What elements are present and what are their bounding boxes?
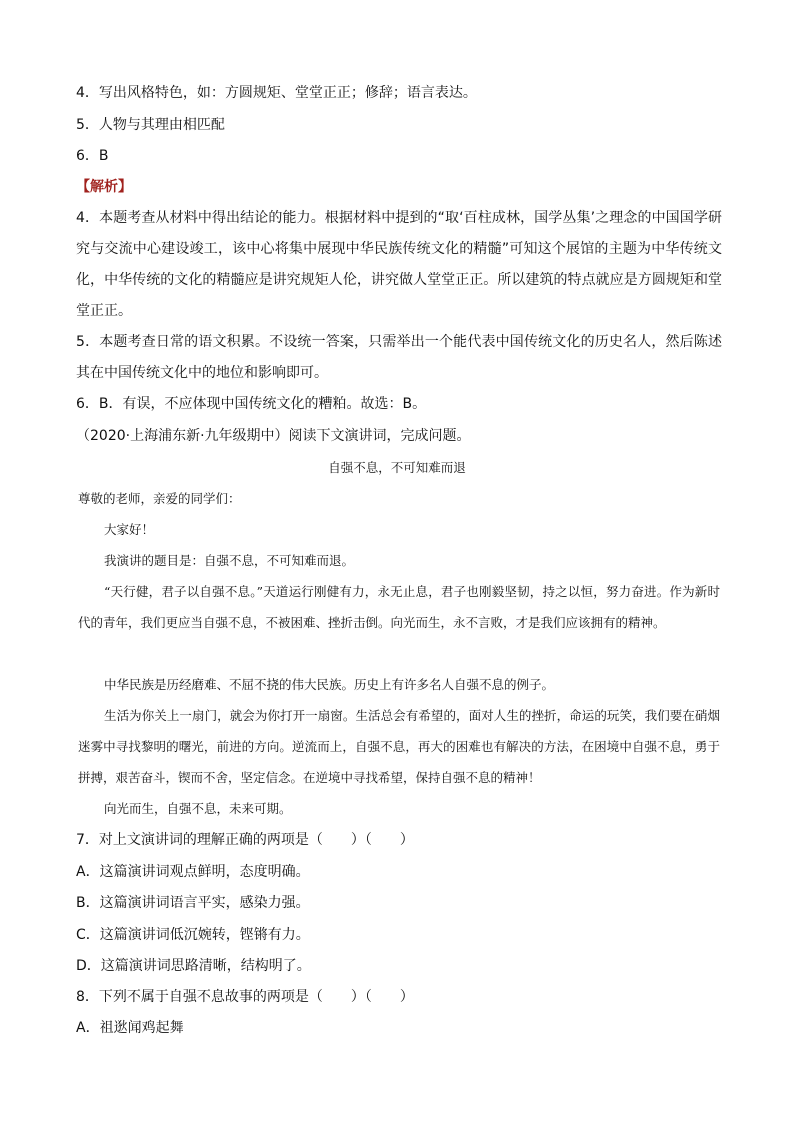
question-8: 8．下列不属于自强不息故事的两项是（ ）（ ） xyxy=(76,989,414,1005)
answer-6: 6．B xyxy=(76,148,109,164)
speech-para-1: 大家好！ xyxy=(104,522,155,537)
speech-para-2: 我演讲的题目是：自强不息，不可知难而退。 xyxy=(104,553,355,568)
analysis-5: 5．本题考查日常的语文积累。不设统一答案，只需举出一个能代表中国传统文化的历史名人，然后陈述其在中国传统文化中的地位和影响即可。 xyxy=(76,334,722,381)
source-intro: （2020·上海浦东新·九年级期中）阅读下文演讲词，完成问题。 xyxy=(76,428,471,444)
analysis-4: 4．本题考查从材料中得出结论的能力。根据材料中提到的“取‘百柱成林，国学丛集’之理念的中国国学研究与交流中心建设竣工，该中心将集中展现中华民族传统文化的精髓”可知这个展馆的主题为中华传统文化，中华传统的文化的精髓应是讲究规矩人伦，讲究做人堂堂正正。所以建筑的特点就应是方圆规矩和堂堂正正。 xyxy=(76,210,722,319)
analysis-6: 6．B．有误，不应体现中国传统文化的糟粕。故选：B。 xyxy=(76,396,427,412)
question-7: 7．对上文演讲词的理解正确的两项是（ ）（ ） xyxy=(76,832,414,848)
analysis-heading: 【解析】 xyxy=(76,179,132,195)
speech-para-4: 中华民族是历经磨难、不屈不挠的伟大民族。历史上有许多名人自强不息的例子。 xyxy=(104,677,555,692)
speech-para-5: 生活为你关上一扇门，就会为你打开一扇窗。生活总会有希望的，面对人生的挫折，命运的玩笑，我们要在硝烟迷雾中寻找黎明的曙光，前进的方向。逆流而上，自强不息，再大的困难也有解决的方法，在困境中自强不息，勇于拼搏，艰苦奋斗，锲而不舍，坚定信念。在逆境中寻找希望，保持自强不息的精神！ xyxy=(78,708,720,785)
speech-para-3: “天行健，君子以自强不息。”天道运行刚健有力，永无止息，君子也刚毅坚韧，持之以恒，努力奋进。作为新时代的青年，我们更应当自强不息，不被困难、挫折击倒。向光而生，永不言败，才是我们应该拥有的精神。 xyxy=(78,584,720,630)
question-7-option-d: D．这篇演讲词思路清晰，结构明了。 xyxy=(76,958,311,974)
question-8-option-a: A．祖逖闻鸡起舞 xyxy=(76,1020,184,1036)
speech-title: 自强不息，不可知难而退 xyxy=(328,460,466,475)
question-7-option-c: C．这篇演讲词低沉婉转，铿锵有力。 xyxy=(76,927,310,943)
answer-5: 5．人物与其理由相匹配 xyxy=(76,117,225,133)
question-7-option-b: B．这篇演讲词语言平实，感染力强。 xyxy=(76,895,310,911)
speech-para-6: 向光而生，自强不息，未来可期。 xyxy=(104,801,292,816)
speech-salutation: 尊敬的老师，亲爱的同学们： xyxy=(78,491,241,506)
question-7-option-a: A．这篇演讲词观点鲜明，态度明确。 xyxy=(76,864,310,880)
answer-4: 4．写出风格特色，如：方圆规矩、堂堂正正；修辞；语言表达。 xyxy=(76,85,477,101)
